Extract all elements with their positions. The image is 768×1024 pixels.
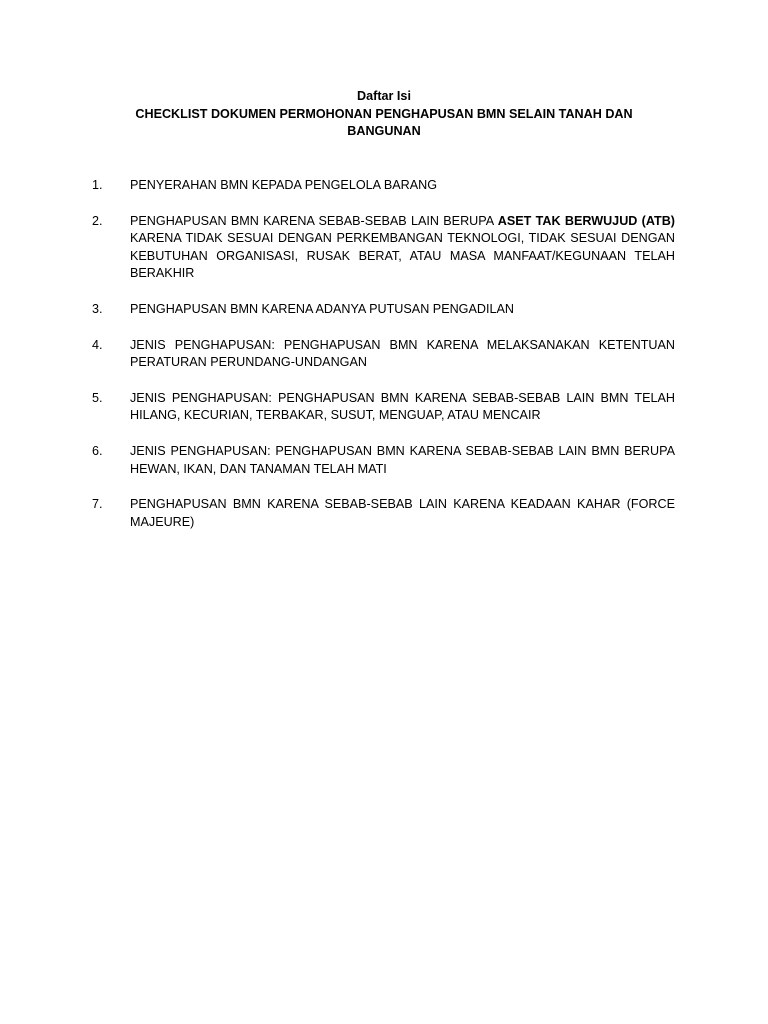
document-header bbox=[0, 88, 768, 141]
toc-item-text-part: PENYERAHAN BMN KEPADA PENGELOLA BARANG bbox=[130, 178, 438, 192]
toc-item-text-part: PENGHAPUSAN BMN KARENA SEBAB-SEBAB LAIN KARENA KEADAAN KAHAR (FORCE MAJEURE) bbox=[130, 497, 675, 529]
toc-item-text-part: PENGHAPUSAN BMN KARENA SEBAB-SEBAB LAIN BERUPA bbox=[130, 213, 498, 228]
toc-item bbox=[92, 443, 675, 478]
toc-item-text-part: PENGHAPUSAN BMN KARENA ADANYA PUTUSAN PENGADILAN bbox=[130, 301, 514, 316]
toc-item-text bbox=[130, 301, 675, 319]
document-subtitle: CHECKLIST DOKUMEN PERMOHONAN PENGHAPUSAN BMN SELAIN TANAH DAN BANGUNAN bbox=[135, 106, 633, 138]
toc-item bbox=[92, 213, 675, 283]
toc-item-text-part: JENIS PENGHAPUSAN: PENGHAPUSAN BMN KARENA SEBAB-SEBAB LAIN BMN TELAH HILANG, KECURIAN, TERBAKAR, SUSUT, MENGUAP, ATAU MENCAIR bbox=[130, 390, 675, 423]
toc-item-text-part: JENIS PENGHAPUSAN: PENGHAPUSAN BMN KARENA MELAKSANAKAN KETENTUAN PERATURAN PERUNDANG-UNDANGAN bbox=[130, 337, 675, 370]
toc-item-number: 4. bbox=[92, 337, 103, 352]
toc-item bbox=[92, 496, 675, 531]
table-of-contents-list bbox=[92, 177, 675, 549]
toc-item-number: 1. bbox=[92, 178, 103, 192]
toc-item-number: 3. bbox=[92, 301, 103, 316]
toc-item-text bbox=[130, 177, 675, 195]
toc-item-number: 7. bbox=[92, 497, 103, 512]
toc-item bbox=[92, 177, 675, 195]
toc-item bbox=[92, 337, 675, 372]
toc-item-text bbox=[130, 213, 675, 283]
toc-item-text-part: JENIS PENGHAPUSAN: PENGHAPUSAN BMN KARENA SEBAB-SEBAB LAIN BMN BERUPA HEWAN, IKAN, DAN TANAMAN TELAH MATI bbox=[130, 443, 675, 476]
toc-item-number: 5. bbox=[92, 390, 103, 405]
toc-item-text-part: KARENA TIDAK SESUAI DENGAN PERKEMBANGAN TEKNOLOGI, TIDAK SESUAI DENGAN KEBUTUHAN ORGANISASI, RUSAK BERAT, ATAU MASA MANFAAT/KEGUNAAN TELAH BERAKHIR bbox=[130, 231, 675, 281]
toc-item-text bbox=[130, 496, 675, 531]
document-title: Daftar Isi bbox=[357, 89, 411, 103]
toc-item-text bbox=[130, 337, 675, 372]
toc-item bbox=[92, 390, 675, 425]
toc-item-number: 2. bbox=[92, 213, 103, 228]
toc-item-text bbox=[130, 390, 675, 425]
toc-item-text-bold: ASET TAK BERWUJUD (ATB) bbox=[497, 213, 676, 228]
toc-item bbox=[92, 301, 675, 319]
toc-item-text bbox=[130, 443, 675, 478]
toc-item-number: 6. bbox=[92, 443, 103, 458]
